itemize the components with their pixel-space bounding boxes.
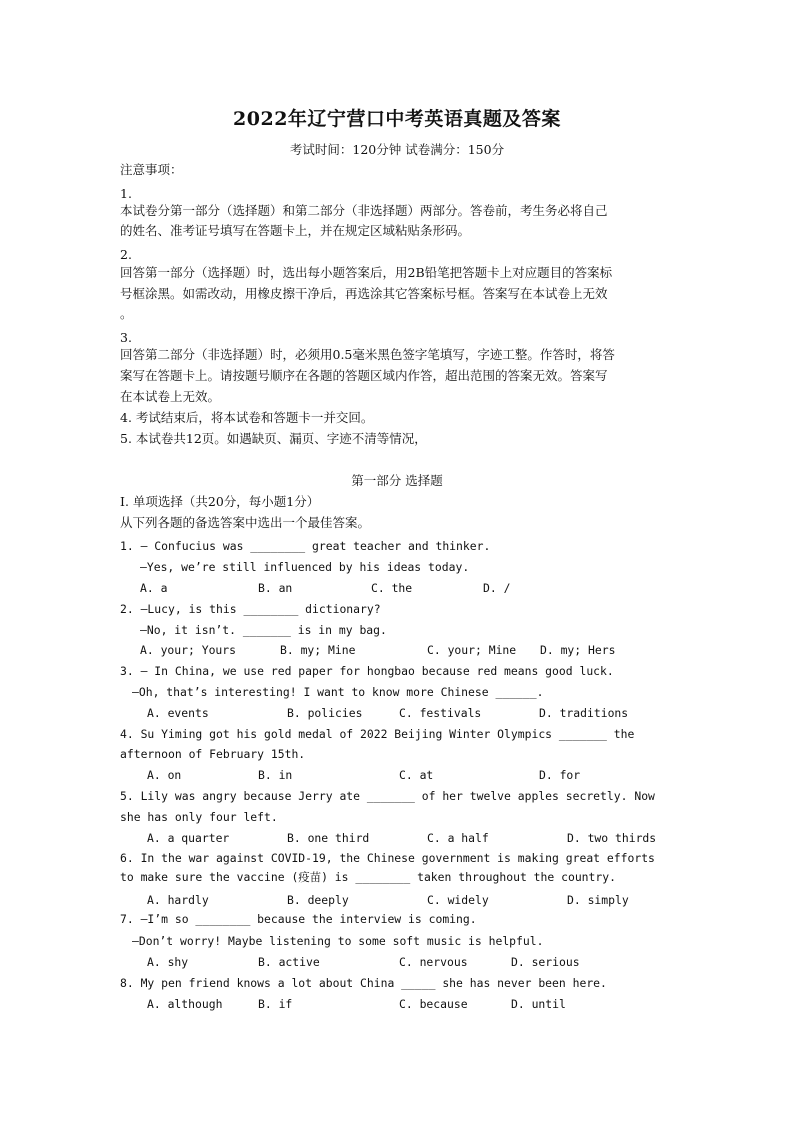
note-2-number: 2. xyxy=(120,247,132,262)
q6-option-c: C. widely xyxy=(427,893,489,907)
q8-option-d: D. until xyxy=(511,997,566,1011)
q2-reply: —No, it isn’t. _______ is in my bag. xyxy=(140,623,387,637)
q4-option-a: A. on xyxy=(147,768,182,782)
q5-option-b: B. one third xyxy=(287,831,370,845)
q3-option-d: D. traditions xyxy=(539,706,629,720)
q1-option-b: B. an xyxy=(258,581,293,595)
q1-option-a: A. a xyxy=(140,581,168,595)
q1-option-d: D. / xyxy=(483,581,511,595)
part-1-heading: 第一部分 选择题 xyxy=(351,473,443,488)
q5-option-d: D. two thirds xyxy=(567,831,657,845)
q8-stem: 8. My pen friend knows a lot about China _____ she has never been here. xyxy=(120,976,607,990)
q7-stem: 7. —I’m so ________ because the interview is coming. xyxy=(120,912,477,926)
note-3-number: 3. xyxy=(120,330,132,345)
q8-option-c: C. because xyxy=(399,997,468,1011)
q2-option-d: D. my; Hers xyxy=(540,643,616,657)
note-1-line-1: 本试卷分第一部分（选择题）和第二部分（非选择题）两部分。答卷前，考生务必将自己 xyxy=(120,203,608,218)
q4-stem: 4. Su Yiming got his gold medal of 2022 Beijing Winter Olympics _______ the xyxy=(120,727,635,741)
q1-stem: 1. — Confucius was ________ great teacher and thinker. xyxy=(120,539,491,553)
q2-option-a: A. your; Yours xyxy=(140,643,237,657)
q2-option-b: B. my; Mine xyxy=(280,643,356,657)
q1-reply: —Yes, we’re still influenced by his ideas today. xyxy=(140,560,470,574)
note-2-line-3: 。 xyxy=(120,306,133,321)
q7-option-d: D. serious xyxy=(511,955,580,969)
note-3-line-1: 回答第二部分（非选择题）时，必须用0.5毫米黑色签字笔填写，字迹工整。作答时，将答 xyxy=(120,347,615,362)
note-3-line-3: 在本试卷上无效。 xyxy=(120,389,221,404)
q3-option-b: B. policies xyxy=(287,706,363,720)
q6-stem-cont: to make sure the vaccine (疫苗) is ________ taken throughout the country. xyxy=(120,870,616,884)
q6-option-d: D. simply xyxy=(567,893,629,907)
q5-stem: 5. Lily was angry because Jerry ate _______ of her twelve apples secretly. Now xyxy=(120,789,655,803)
page-title: 2022年辽宁营口中考英语真题及答案 xyxy=(233,108,561,130)
q3-stem: 3. — In China, we use red paper for hongbao because red means good luck. xyxy=(120,664,614,678)
q5-option-a: A. a quarter xyxy=(147,831,230,845)
q6-stem: 6. In the war against COVID-19, the Chinese government is making great efforts xyxy=(120,851,655,865)
note-1-number: 1. xyxy=(120,186,132,201)
q2-option-c: C. your; Mine xyxy=(427,643,517,657)
exam-info: 考试时间：120分钟 试卷满分：150分 xyxy=(289,142,505,157)
q2-stem: 2. —Lucy, is this ________ dictionary? xyxy=(120,602,381,616)
q4-option-d: D. for xyxy=(539,768,581,782)
note-3-line-2: 案写在答题卡上。请按题号顺序在各题的答题区域内作答，超出范围的答案无效。答案写 xyxy=(120,368,608,383)
note-2-line-2: 号框涂黑。如需改动，用橡皮擦干净后，再选涂其它答案标号框。答案写在本试卷上无效 xyxy=(120,286,608,301)
q8-option-a: A. although xyxy=(147,997,223,1011)
q1-option-c: C. the xyxy=(371,581,413,595)
q7-reply: —Don’t worry! Maybe listening to some soft music is helpful. xyxy=(132,934,544,948)
q4-option-c: C. at xyxy=(399,768,434,782)
q6-option-b: B. deeply xyxy=(287,893,349,907)
notes-heading: 注意事项： xyxy=(120,162,183,177)
q4-option-b: B. in xyxy=(258,768,293,782)
q3-reply: —Oh, that’s interesting! I want to know more Chinese ______. xyxy=(132,685,544,699)
note-4: 4. 考试结束后，将本试卷和答题卡一并交回。 xyxy=(120,410,374,425)
q6-option-a: A. hardly xyxy=(147,893,209,907)
q5-option-c: C. a half xyxy=(427,831,489,845)
section-instruction: 从下列各题的备选答案中选出一个最佳答案。 xyxy=(120,515,371,530)
note-2-line-1: 回答第一部分（选择题）时，选出每小题答案后，用2B铅笔把答题卡上对应题目的答案标 xyxy=(120,265,613,280)
note-1-line-2: 的姓名、准考证号填写在答题卡上，并在规定区域粘贴条形码。 xyxy=(120,223,471,238)
q7-option-b: B. active xyxy=(258,955,320,969)
section-heading: I. 单项选择（共20分，每小题1分） xyxy=(120,494,320,509)
q3-option-a: A. events xyxy=(147,706,209,720)
q3-option-c: C. festivals xyxy=(399,706,482,720)
q5-stem-cont: she has only four left. xyxy=(120,810,278,824)
q7-option-a: A. shy xyxy=(147,955,189,969)
q4-stem-cont: afternoon of February 15th. xyxy=(120,747,306,761)
note-5: 5. 本试卷共12页。如遇缺页、漏页、字迹不清等情况， xyxy=(120,431,427,446)
q8-option-b: B. if xyxy=(258,997,293,1011)
q7-option-c: C. nervous xyxy=(399,955,468,969)
